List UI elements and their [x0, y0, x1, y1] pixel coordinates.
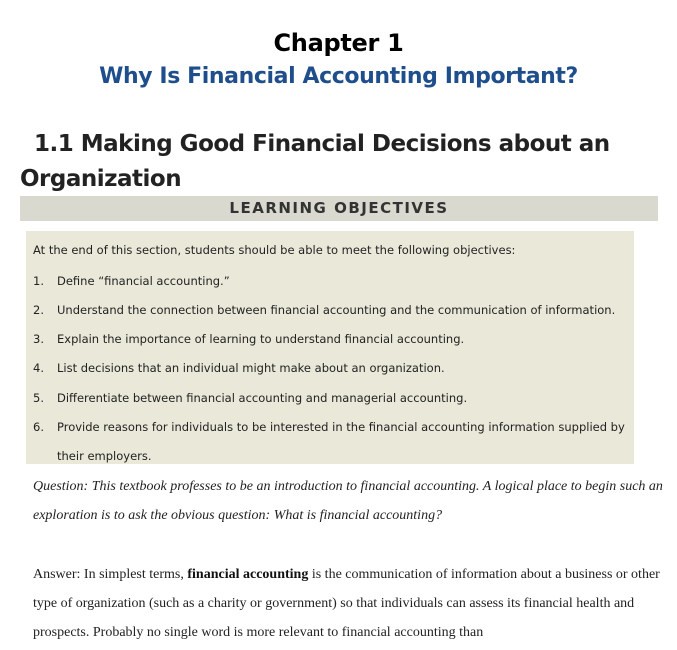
- objective-number: 6.: [33, 420, 44, 434]
- objective-text: Define “financial accounting.”: [57, 274, 230, 288]
- section-heading-line-1: 1.1 Making Good Financial Decisions about an: [34, 131, 610, 157]
- objective-text: Differentiate between financial accounting and managerial accounting.: [57, 391, 468, 405]
- objective-text: Provide reasons for individuals to be interested in the financial accounting information supplied by their employers.: [57, 420, 625, 463]
- objective-number: 5.: [33, 391, 44, 405]
- section-heading: [20, 127, 660, 197]
- objective-text: List decisions that an individual might make about an organization.: [57, 361, 445, 375]
- answer-prefix: Answer: In simplest terms,: [33, 567, 188, 582]
- objective-number: 2.: [33, 303, 44, 317]
- answer-key-term: financial accounting: [187, 567, 309, 582]
- objective-item: [33, 384, 628, 413]
- answer-suffix: is the communication of information about a business or other type of organization (such as a charity or government) so that individuals can assess its financial health and prospects. Probably no single word is more relevant to financial accounting than: [33, 567, 660, 640]
- section-heading-line-2: Organization: [20, 166, 182, 192]
- objective-number: 4.: [33, 361, 44, 375]
- objective-item: [33, 267, 628, 296]
- objective-item: [33, 296, 628, 325]
- question-paragraph: Question: This textbook professes to be an introduction to financial accounting. A logical place to begin such an exploration is to ask the obvious question: What is financial accounting?: [33, 479, 663, 523]
- answer-paragraph: [33, 560, 663, 647]
- objective-text: Explain the importance of learning to understand financial accounting.: [57, 332, 465, 346]
- learning-objectives-header: LEARNING OBJECTIVES: [20, 196, 658, 221]
- objective-item: [33, 354, 628, 383]
- objective-number: 1.: [33, 274, 44, 288]
- objective-item: [33, 325, 628, 354]
- chapter-subtitle: Why Is Financial Accounting Important?: [99, 64, 578, 89]
- learning-objectives-intro: At the end of this section, students should be able to meet the following objectives:: [33, 243, 516, 257]
- objective-number: 3.: [33, 332, 44, 346]
- objective-text: Understand the connection between financial accounting and the communication of information.: [57, 303, 616, 317]
- chapter-title: Chapter 1: [273, 29, 404, 57]
- objective-item: [33, 413, 628, 471]
